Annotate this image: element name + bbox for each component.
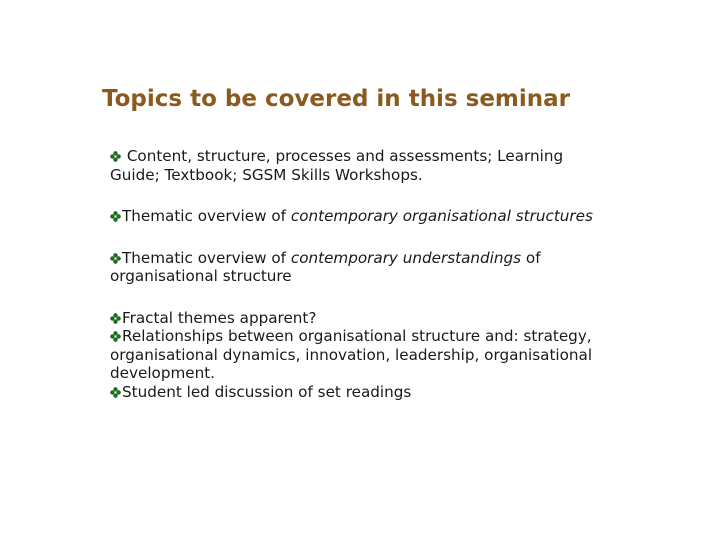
list-item bbox=[110, 147, 610, 184]
bullet-emphasis: contemporary organisational structures bbox=[290, 207, 593, 225]
list-item bbox=[110, 309, 610, 328]
bullet-text: Content, structure, processes and assessments; Learning Guide; Textbook; SGSM Skills Workshops. bbox=[110, 147, 564, 184]
bullet-text: Relationships between organisational structure and: strategy, organisational dynamics, innovation, leadership, organisational development. bbox=[110, 327, 593, 382]
diamond-bullet-icon bbox=[110, 313, 121, 324]
bullet-text: Fractal themes apparent? bbox=[122, 308, 317, 327]
list-item bbox=[110, 327, 610, 383]
slide-title: Topics to be covered in this seminar bbox=[102, 86, 571, 112]
diamond-bullet-icon bbox=[110, 211, 121, 222]
list-item bbox=[110, 207, 610, 226]
diamond-bullet-icon bbox=[110, 331, 121, 342]
diamond-bullet-icon bbox=[110, 151, 121, 162]
bullet-text-suffix: of organisational structure bbox=[110, 248, 541, 285]
bullet-text: Thematic overview of bbox=[122, 248, 291, 267]
list-item bbox=[110, 383, 610, 402]
diamond-bullet-icon bbox=[110, 253, 121, 264]
bullet-text: Thematic overview of bbox=[122, 207, 291, 225]
list-item bbox=[110, 249, 610, 286]
bullet-emphasis: contemporary understandings bbox=[290, 248, 522, 267]
bullet-text: Student led discussion of set readings bbox=[122, 382, 412, 401]
topic-list bbox=[110, 147, 610, 401]
diamond-bullet-icon bbox=[110, 387, 121, 398]
